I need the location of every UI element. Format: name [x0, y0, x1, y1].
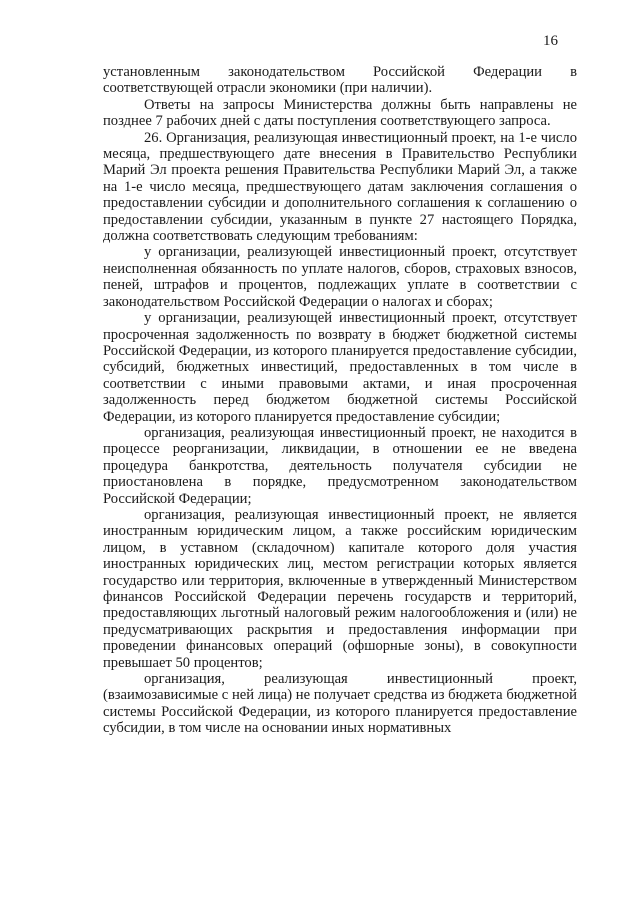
document-body	[103, 64, 577, 737]
paragraph-continuation: установленным законодательством Российской Федерации в соответствующей отрасли экономики (при наличии).	[103, 64, 577, 97]
page-number: 16	[543, 33, 558, 49]
paragraph-requirement-no-bankruptcy: организация, реализующая инвестиционный проект, не находится в процессе реорганизации, ликвидации, в отношении ее не введена процедура банкротства, деятельность получателя субсидии не приостановлена в порядке, предусмотренном законодательством Российской Федерации;	[103, 424, 577, 507]
paragraph-requirement-budget-debt: у организации, реализующей инвестиционный проект, отсутствует просроченная задолженность по возврату в бюджет бюджетной системы Российской Федерации, из которого планируется предоставление субсидии, субсидий, бюджетных инвестиций, предоставленных в том числе в соответствии с иными правовыми актами, и иная просроченная задолженность перед бюджетом бюджетной системы Российской Федерации, из которого планируется предоставление субсидии;	[103, 310, 577, 425]
paragraph-requirement-no-other-funds: организация, реализующая инвестиционный проект, (взаимозависимые с ней лица) не получает средства из бюджета бюджетной системы Российской Федерации, из которого планируется предоставление субсидии, в том числе на основании иных нормативных	[103, 671, 577, 737]
paragraph-response-deadline: Ответы на запросы Министерства должны быть направлены не позднее 7 рабочих дней с даты поступления соответствующего запроса.	[103, 96, 577, 130]
paragraph-clause-26: 26. Организация, реализующая инвестиционный проект, на 1-е число месяца, предшествующего дате внесения в Правительство Республики Марий Эл проекта решения Правительства Республики Марий Эл, а также на 1-е число месяца, предшествующего датам заключения соглашения о предоставлении субсидии и дополнительного соглашения к соглашению о предоставлении субсидии, указанным в пункте 27 настоящего Порядка, должна соответствовать следующим требованиям:	[103, 129, 577, 245]
paragraph-requirement-taxes: у организации, реализующей инвестиционный проект, отсутствует неисполненная обязанность по уплате налогов, сборов, страховых взносов, пеней, штрафов и процентов, подлежащих уплате в соответствии с законодательством Российской Федерации о налогах и сборах;	[103, 244, 577, 310]
paragraph-requirement-offshore: организация, реализующая инвестиционный проект, не является иностранным юридическим лицом, а также российским юридическим лицом, в уставном (складочном) капитале которого доля участия иностранных юридических лиц, местом регистрации которых является государство или территория, включенные в утвержденный Министерством финансов Российской Федерации перечень государств и территорий, предоставляющих льготный налоговый режим налогообложения и (или) не предусматривающих раскрытия и предоставления информации при проведении финансовых операций (офшорные зоны), в совокупности превышает 50 процентов;	[103, 506, 577, 671]
